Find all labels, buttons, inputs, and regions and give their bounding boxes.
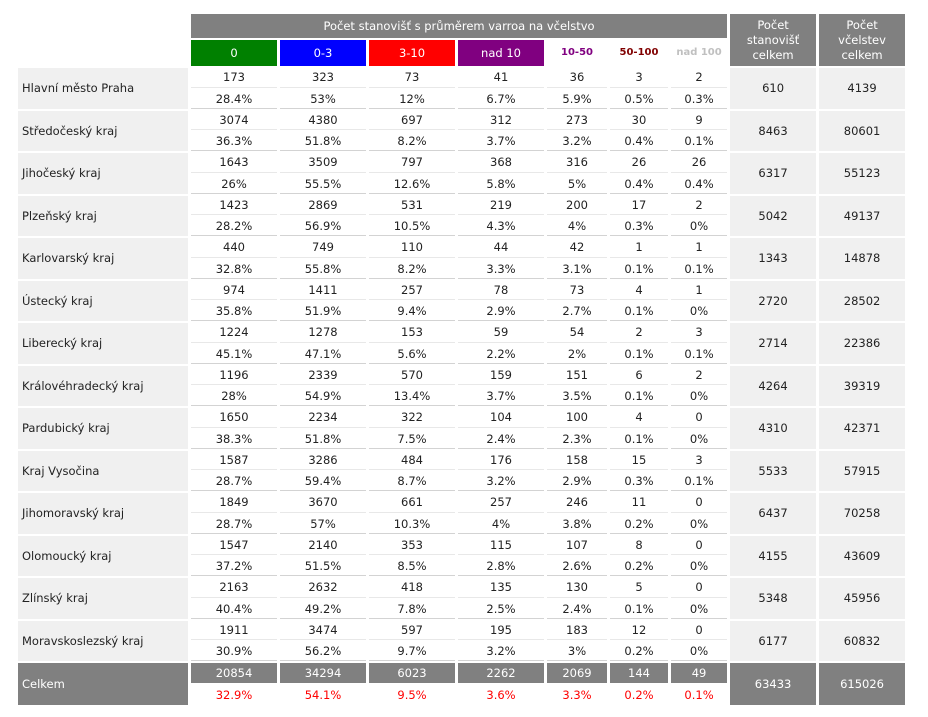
count-cell: 2234	[280, 408, 366, 428]
count-cell: 1911	[191, 621, 277, 641]
count-cell: 115	[458, 536, 544, 556]
vcelstva-total-cell: 14878	[819, 238, 905, 279]
count-cell: 4	[610, 281, 668, 301]
region-count-row	[18, 621, 905, 641]
percent-cell: 51.8%	[280, 430, 366, 449]
varroa-category-header: 3-10	[369, 40, 455, 66]
count-cell: 312	[458, 111, 544, 131]
stanoviste-total-cell: 4155	[730, 536, 816, 577]
percent-cell: 0.1%	[610, 345, 668, 364]
region-name: Zlínský kraj	[18, 578, 188, 619]
percent-cell: 53%	[280, 90, 366, 109]
percent-cell: 0.1%	[610, 260, 668, 279]
count-cell: 49	[671, 663, 727, 683]
percent-cell: 10.5%	[369, 217, 455, 236]
count-cell: 153	[369, 323, 455, 343]
region-name: Hlavní město Praha	[18, 68, 188, 109]
percent-cell: 0.3%	[610, 217, 668, 236]
count-cell: 158	[547, 451, 607, 471]
percent-cell: 0.4%	[671, 175, 727, 194]
count-cell: 749	[280, 238, 366, 258]
count-cell: 353	[369, 536, 455, 556]
percent-cell: 0.4%	[610, 175, 668, 194]
percent-cell: 55.5%	[280, 175, 366, 194]
count-cell: 110	[369, 238, 455, 258]
vcelstva-total-header-label: Počet včelstev celkem	[838, 17, 886, 62]
percent-cell: 12.6%	[369, 175, 455, 194]
vcelstva-total-cell: 70258	[819, 493, 905, 534]
region-count-row	[18, 578, 905, 598]
percent-cell: 56.9%	[280, 217, 366, 236]
count-cell: 17	[610, 196, 668, 216]
percent-cell: 0.1%	[610, 387, 668, 406]
percent-cell: 4%	[458, 515, 544, 534]
region-count-row	[18, 536, 905, 556]
count-cell: 2632	[280, 578, 366, 598]
percent-cell: 37.2%	[191, 557, 277, 576]
varroa-category-header: 50-100	[610, 40, 668, 66]
percent-cell: 0.1%	[671, 472, 727, 491]
percent-cell: 5.8%	[458, 175, 544, 194]
percent-cell: 9.5%	[397, 688, 427, 702]
count-cell: 2	[671, 196, 727, 216]
percent-cell: 0.1%	[610, 430, 668, 449]
varroa-category-header: nad 100	[671, 40, 727, 66]
percent-cell: 56.2%	[280, 642, 366, 661]
count-cell: 597	[369, 621, 455, 641]
stanoviste-total-cell: 2714	[730, 323, 816, 364]
region-count-row	[18, 68, 905, 88]
count-cell: 54	[547, 323, 607, 343]
stanoviste-total-cell: 4310	[730, 408, 816, 449]
percent-cell: 3.5%	[547, 387, 607, 406]
count-cell: 26	[671, 153, 727, 173]
count-cell: 440	[191, 238, 277, 258]
percent-cell: 4%	[547, 217, 607, 236]
region-name: Olomoucký kraj	[18, 536, 188, 577]
count-cell: 183	[547, 621, 607, 641]
percent-cell: 2.3%	[547, 430, 607, 449]
percent-cell: 0%	[671, 430, 727, 449]
count-cell: 2140	[280, 536, 366, 556]
count-cell: 3286	[280, 451, 366, 471]
percent-cell: 0.2%	[610, 642, 668, 661]
percent-cell: 57%	[280, 515, 366, 534]
count-cell: 484	[369, 451, 455, 471]
percent-cell: 0.1%	[671, 345, 727, 364]
percent-cell: 4.3%	[458, 217, 544, 236]
region-name: Středočeský kraj	[18, 111, 188, 152]
percent-cell: 2%	[547, 345, 607, 364]
stanoviste-total-cell: 610	[730, 68, 816, 109]
vcelstva-total-cell: 22386	[819, 323, 905, 364]
count-cell: 30	[610, 111, 668, 131]
stanoviste-total-header-label: Počet stanovišť celkem	[746, 17, 800, 62]
percent-cell: 13.4%	[369, 387, 455, 406]
percent-cell: 12%	[369, 90, 455, 109]
percent-cell: 35.8%	[191, 302, 277, 321]
count-cell: 257	[458, 493, 544, 513]
count-cell: 130	[547, 578, 607, 598]
count-cell: 173	[191, 68, 277, 88]
region-count-row	[18, 111, 905, 131]
region-count-row	[18, 153, 905, 173]
percent-cell: 0%	[671, 600, 727, 619]
empty-corner-cell	[18, 14, 188, 66]
percent-cell: 28.4%	[191, 90, 277, 109]
count-cell: 4380	[280, 111, 366, 131]
percent-cell: 3.3%	[458, 260, 544, 279]
vcelstva-total-cell: 55123	[819, 153, 905, 194]
count-cell: 1196	[191, 366, 277, 386]
count-cell: 159	[458, 366, 544, 386]
percent-cell: 9.7%	[369, 642, 455, 661]
count-cell: 195	[458, 621, 544, 641]
region-count-row	[18, 323, 905, 343]
count-cell: 6	[610, 366, 668, 386]
region-name: Plzeňský kraj	[18, 196, 188, 237]
percent-cell: 0.2%	[624, 688, 654, 702]
count-cell: 3074	[191, 111, 277, 131]
count-cell: 2	[671, 68, 727, 88]
percent-cell: 2.6%	[547, 557, 607, 576]
percent-cell: 28.7%	[191, 515, 277, 534]
count-cell: 570	[369, 366, 455, 386]
region-count-row	[18, 196, 905, 216]
stanoviste-total-cell: 5042	[730, 196, 816, 237]
count-cell: 3509	[280, 153, 366, 173]
vcelstva-total-cell: 57915	[819, 451, 905, 492]
vcelstva-total-cell: 615026	[819, 663, 905, 705]
count-cell: 2	[671, 366, 727, 386]
percent-cell: 0%	[671, 217, 727, 236]
count-cell: 176	[458, 451, 544, 471]
count-cell: 6023	[369, 663, 455, 683]
count-cell: 418	[369, 578, 455, 598]
percent-cell: 28%	[191, 387, 277, 406]
percent-cell: 9.4%	[369, 302, 455, 321]
table-body	[18, 68, 905, 705]
count-cell: 0	[671, 621, 727, 641]
vcelstva-total-cell: 4139	[819, 68, 905, 109]
percent-cell: 51.8%	[280, 132, 366, 151]
percent-cell: 49.2%	[280, 600, 366, 619]
count-cell: 0	[671, 578, 727, 598]
count-cell: 41	[458, 68, 544, 88]
percent-cell: 2.8%	[458, 557, 544, 576]
percent-cell: 30.9%	[191, 642, 277, 661]
percent-cell: 2.2%	[458, 345, 544, 364]
vcelstva-total-cell: 28502	[819, 281, 905, 322]
percent-cell: 2.4%	[547, 600, 607, 619]
varroa-category-header: 0-3	[280, 40, 366, 66]
count-cell: 246	[547, 493, 607, 513]
count-cell: 34294	[280, 663, 366, 683]
percent-cell: 7.8%	[369, 600, 455, 619]
percent-cell: 38.3%	[191, 430, 277, 449]
count-cell: 0	[671, 536, 727, 556]
count-cell: 974	[191, 281, 277, 301]
percent-cell: 3.6%	[486, 688, 516, 702]
region-count-row	[18, 451, 905, 471]
count-cell: 73	[369, 68, 455, 88]
count-cell: 3670	[280, 493, 366, 513]
percent-cell: 0.5%	[610, 90, 668, 109]
stanoviste-total-header	[730, 14, 816, 66]
varroa-statistics-table	[15, 12, 908, 707]
percent-cell: 3.7%	[458, 387, 544, 406]
region-name: Moravskoslezský kraj	[18, 621, 188, 662]
count-cell: 1650	[191, 408, 277, 428]
count-cell: 0	[671, 493, 727, 513]
count-cell: 316	[547, 153, 607, 173]
region-count-row	[18, 281, 905, 301]
count-cell: 1547	[191, 536, 277, 556]
percent-cell: 28.2%	[191, 217, 277, 236]
region-name: Jihočeský kraj	[18, 153, 188, 194]
count-cell: 8	[610, 536, 668, 556]
count-cell: 2	[610, 323, 668, 343]
count-cell: 42	[547, 238, 607, 258]
percent-cell: 2.9%	[458, 302, 544, 321]
count-cell: 219	[458, 196, 544, 216]
region-name: Královéhradecký kraj	[18, 366, 188, 407]
header-row-group	[18, 14, 905, 38]
percent-cell: 3.8%	[547, 515, 607, 534]
percent-cell: 5%	[547, 175, 607, 194]
stanoviste-total-cell: 63433	[730, 663, 816, 705]
percent-cell: 28.7%	[191, 472, 277, 491]
count-cell: 1224	[191, 323, 277, 343]
percent-cell: 8.2%	[369, 260, 455, 279]
percent-cell: 3.2%	[458, 642, 544, 661]
percent-cell: 3.1%	[547, 260, 607, 279]
count-cell: 59	[458, 323, 544, 343]
count-cell: 100	[547, 408, 607, 428]
region-count-row	[18, 238, 905, 258]
percent-cell: 2.4%	[458, 430, 544, 449]
count-cell: 2163	[191, 578, 277, 598]
count-cell: 9	[671, 111, 727, 131]
percent-cell: 0.3%	[671, 90, 727, 109]
percent-cell: 51.5%	[280, 557, 366, 576]
region-name: Kraj Vysočina	[18, 451, 188, 492]
percent-cell: 0.1%	[684, 688, 714, 702]
percent-cell: 0.4%	[610, 132, 668, 151]
stanoviste-total-cell: 2720	[730, 281, 816, 322]
percent-cell: 8.7%	[369, 472, 455, 491]
count-cell: 44	[458, 238, 544, 258]
percent-cell: 40.4%	[191, 600, 277, 619]
varroa-category-header: 10-50	[547, 40, 607, 66]
count-cell: 1423	[191, 196, 277, 216]
percent-cell: 2.7%	[547, 302, 607, 321]
count-cell: 3474	[280, 621, 366, 641]
percent-cell: 0%	[671, 302, 727, 321]
percent-cell: 3.2%	[547, 132, 607, 151]
percent-cell: 0.3%	[610, 472, 668, 491]
percent-cell: 55.8%	[280, 260, 366, 279]
region-count-row	[18, 366, 905, 386]
count-cell: 531	[369, 196, 455, 216]
region-name: Ústecký kraj	[18, 281, 188, 322]
count-cell: 1587	[191, 451, 277, 471]
percent-cell: 0%	[671, 515, 727, 534]
count-cell: 1278	[280, 323, 366, 343]
percent-cell: 0%	[671, 387, 727, 406]
count-cell: 322	[369, 408, 455, 428]
vcelstva-total-cell: 43609	[819, 536, 905, 577]
count-cell: 661	[369, 493, 455, 513]
percent-cell: 5.9%	[547, 90, 607, 109]
vcelstva-total-cell: 42371	[819, 408, 905, 449]
count-cell: 1411	[280, 281, 366, 301]
vcelstva-total-cell: 80601	[819, 111, 905, 152]
percent-cell: 8.2%	[369, 132, 455, 151]
count-cell: 2339	[280, 366, 366, 386]
stanoviste-total-cell: 8463	[730, 111, 816, 152]
count-cell: 26	[610, 153, 668, 173]
percent-cell: 8.5%	[369, 557, 455, 576]
count-cell: 135	[458, 578, 544, 598]
percent-cell: 54.9%	[280, 387, 366, 406]
count-cell: 107	[547, 536, 607, 556]
percent-cell: 3.3%	[562, 688, 592, 702]
percent-cell: 0.1%	[610, 600, 668, 619]
count-cell: 151	[547, 366, 607, 386]
region-count-row	[18, 408, 905, 428]
count-cell: 3	[671, 323, 727, 343]
stanoviste-total-cell: 5348	[730, 578, 816, 619]
percent-cell: 47.1%	[280, 345, 366, 364]
count-cell: 4	[610, 408, 668, 428]
count-cell: 257	[369, 281, 455, 301]
percent-cell: 51.9%	[280, 302, 366, 321]
varroa-category-header: 0	[191, 40, 277, 66]
count-cell: 2069	[547, 663, 607, 683]
percent-cell: 3%	[547, 642, 607, 661]
group-header: Počet stanovišť s průměrem varroa na včelstvo	[191, 14, 727, 38]
count-cell: 3	[610, 68, 668, 88]
percent-cell: 2.5%	[458, 600, 544, 619]
percent-cell: 6.7%	[458, 90, 544, 109]
count-cell: 273	[547, 111, 607, 131]
count-cell: 12	[610, 621, 668, 641]
percent-cell: 59.4%	[280, 472, 366, 491]
region-name: Pardubický kraj	[18, 408, 188, 449]
percent-cell: 0.2%	[610, 515, 668, 534]
count-cell: 20854	[191, 663, 277, 683]
percent-cell: 32.9%	[215, 688, 253, 702]
percent-cell: 0%	[671, 557, 727, 576]
percent-cell: 7.5%	[369, 430, 455, 449]
count-cell: 2262	[458, 663, 544, 683]
stanoviste-total-cell: 5533	[730, 451, 816, 492]
count-cell: 797	[369, 153, 455, 173]
region-count-row	[18, 493, 905, 513]
count-cell: 1	[671, 238, 727, 258]
count-cell: 697	[369, 111, 455, 131]
count-cell: 3	[671, 451, 727, 471]
count-cell: 2869	[280, 196, 366, 216]
count-cell: 200	[547, 196, 607, 216]
vcelstva-total-cell: 39319	[819, 366, 905, 407]
region-name: Jihomoravský kraj	[18, 493, 188, 534]
count-cell: 104	[458, 408, 544, 428]
percent-cell: 0.1%	[610, 302, 668, 321]
count-cell: 78	[458, 281, 544, 301]
percent-cell: 3.2%	[458, 472, 544, 491]
total-count-row	[18, 663, 905, 683]
stanoviste-total-cell: 4264	[730, 366, 816, 407]
count-cell: 1643	[191, 153, 277, 173]
varroa-category-header: nad 10	[458, 40, 544, 66]
stanoviste-total-cell: 1343	[730, 238, 816, 279]
table-header	[18, 14, 905, 66]
percent-cell: 54.1%	[304, 688, 342, 702]
vcelstva-total-header	[819, 14, 905, 66]
vcelstva-total-cell: 60832	[819, 621, 905, 662]
percent-cell: 0.1%	[671, 260, 727, 279]
count-cell: 11	[610, 493, 668, 513]
count-cell: 368	[458, 153, 544, 173]
count-cell: 73	[547, 281, 607, 301]
percent-cell: 32.8%	[191, 260, 277, 279]
stanoviste-total-cell: 6317	[730, 153, 816, 194]
region-name: Liberecký kraj	[18, 323, 188, 364]
percent-cell: 0.1%	[671, 132, 727, 151]
count-cell: 0	[671, 408, 727, 428]
percent-cell: 45.1%	[191, 345, 277, 364]
count-cell: 1	[671, 281, 727, 301]
percent-cell: 0.2%	[610, 557, 668, 576]
total-label: Celkem	[18, 663, 188, 705]
percent-cell: 0%	[671, 642, 727, 661]
percent-cell: 2.9%	[547, 472, 607, 491]
percent-cell: 36.3%	[191, 132, 277, 151]
count-cell: 5	[610, 578, 668, 598]
count-cell: 1	[610, 238, 668, 258]
vcelstva-total-cell: 45956	[819, 578, 905, 619]
count-cell: 1849	[191, 493, 277, 513]
count-cell: 144	[610, 663, 668, 683]
region-name: Karlovarský kraj	[18, 238, 188, 279]
count-cell: 15	[610, 451, 668, 471]
stanoviste-total-cell: 6177	[730, 621, 816, 662]
percent-cell: 26%	[191, 175, 277, 194]
percent-cell: 3.7%	[458, 132, 544, 151]
vcelstva-total-cell: 49137	[819, 196, 905, 237]
stanoviste-total-cell: 6437	[730, 493, 816, 534]
percent-cell: 10.3%	[369, 515, 455, 534]
count-cell: 36	[547, 68, 607, 88]
count-cell: 323	[280, 68, 366, 88]
percent-cell: 5.6%	[369, 345, 455, 364]
